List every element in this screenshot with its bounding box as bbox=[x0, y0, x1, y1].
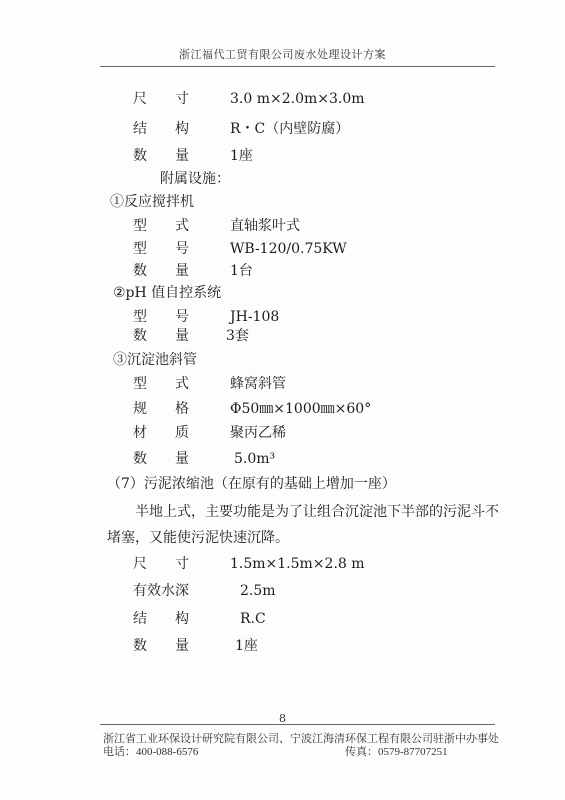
section-title: （7）污泥浓缩池（在原有的基础上增加一座） bbox=[107, 476, 396, 492]
spec-value: 聚丙乙稀 bbox=[230, 425, 286, 441]
spec-label: 尺 寸 bbox=[133, 91, 189, 107]
spec-label: 型 号 bbox=[133, 241, 189, 257]
spec-value: 蜂窝斜管 bbox=[230, 376, 286, 392]
footer-fax: 传真：0579-87707251 bbox=[345, 746, 448, 758]
spec-value: 3.0 m×2.0m×3.0m bbox=[230, 91, 365, 107]
spec-value: R.C bbox=[240, 611, 266, 627]
header-rule bbox=[100, 66, 495, 67]
spec-value: JH-108 bbox=[230, 309, 280, 325]
spec-label: 数 量 bbox=[133, 638, 189, 654]
page-header: 浙江福代工贸有限公司废水处理设计方案 bbox=[179, 48, 386, 61]
spec-value: Φ50㎜×1000㎜×60° bbox=[230, 401, 372, 417]
spec-label: 有效水深 bbox=[133, 583, 189, 599]
spec-label: 规 格 bbox=[133, 401, 189, 417]
spec-value: 1座 bbox=[235, 638, 258, 654]
page-number: 8 bbox=[279, 712, 286, 725]
spec-value: 1座 bbox=[230, 148, 253, 164]
spec-value: 3套 bbox=[226, 328, 249, 344]
spec-label: 数 量 bbox=[133, 148, 189, 164]
item-heading: ①反应搅拌机 bbox=[110, 194, 194, 210]
spec-label: 尺 寸 bbox=[133, 556, 189, 572]
spec-label: 数 量 bbox=[133, 451, 189, 467]
body-paragraph-line: 堵塞，又能使污泥快速沉降。 bbox=[107, 530, 289, 546]
spec-label: 数 量 bbox=[133, 328, 189, 344]
footer-organizations: 浙江省工业环保设计研究院有限公司、宁波江海清环保工程有限公司驻浙中办事处 bbox=[103, 733, 499, 745]
spec-value: 2.5m bbox=[240, 583, 276, 599]
spec-label: 型 式 bbox=[133, 376, 189, 392]
spec-label: 结 构 bbox=[133, 611, 189, 627]
spec-value: 直轴浆叶式 bbox=[230, 218, 300, 234]
spec-label: 结 构 bbox=[133, 121, 189, 137]
spec-value: 1.5m×1.5m×2.8 m bbox=[230, 556, 365, 572]
spec-label: 数 量 bbox=[133, 263, 189, 279]
body-paragraph-line: 半地上式，主要功能是为了让组合沉淀池下半部的污泥斗不 bbox=[135, 504, 499, 520]
spec-label: 材 质 bbox=[133, 425, 189, 441]
section-heading: 附属设施： bbox=[160, 171, 230, 187]
item-heading: ③沉淀池斜管 bbox=[113, 352, 197, 368]
spec-label: 型 号 bbox=[133, 309, 189, 325]
spec-value: R・C（内壁防腐） bbox=[230, 121, 350, 137]
spec-value: WB-120/0.75KW bbox=[230, 241, 347, 257]
spec-value: 1台 bbox=[230, 263, 253, 279]
footer-rule bbox=[100, 724, 495, 725]
item-heading: ②pH 值自控系统 bbox=[113, 285, 222, 301]
spec-value: 5.0m³ bbox=[234, 451, 276, 467]
spec-label: 型 式 bbox=[133, 218, 189, 234]
footer-phone: 电话：400-088-6576 bbox=[103, 746, 199, 758]
